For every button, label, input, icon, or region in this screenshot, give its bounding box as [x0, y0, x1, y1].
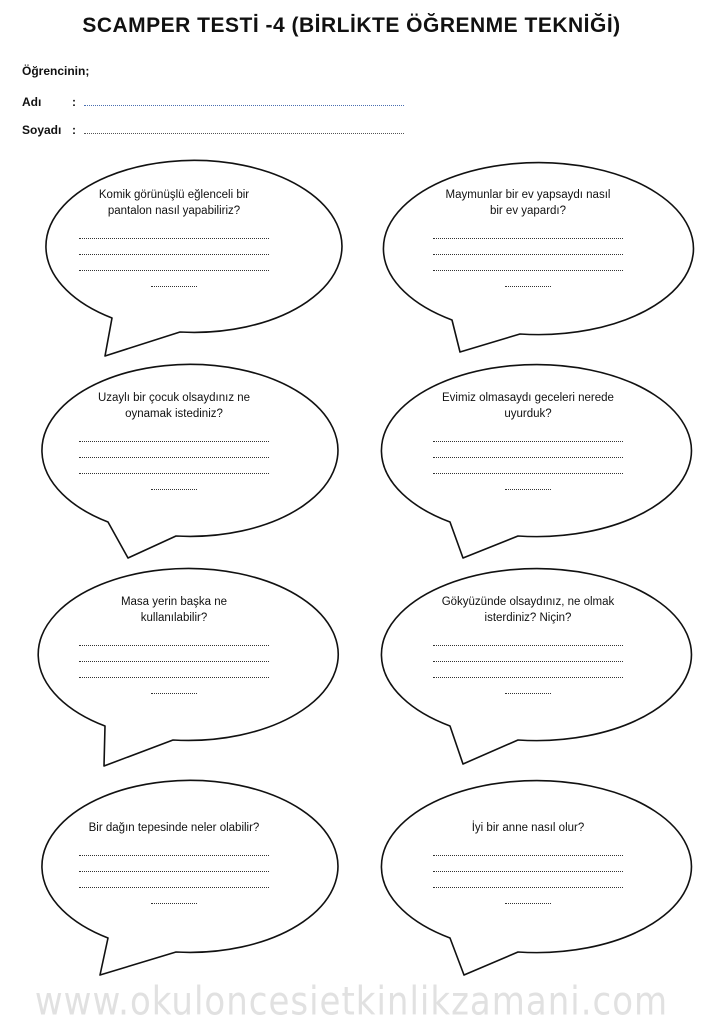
bubble-6-question-line2: isterdiniz? Niçin? — [484, 612, 572, 624]
answer-line[interactable] — [433, 856, 623, 872]
answer-line[interactable] — [433, 223, 623, 239]
bubble-5-question-line1: Masa yerin başka ne — [120, 596, 228, 608]
bubble-7-content — [74, 820, 274, 904]
page-title: SCAMPER TESTİ -4 (BİRLİKTE ÖĞRENME TEKNİĞİ) — [82, 14, 621, 37]
answer-line[interactable] — [79, 662, 269, 678]
answer-line[interactable] — [433, 630, 623, 646]
answer-line[interactable] — [433, 872, 623, 888]
bubble-2-question-line2: bir ev yapardı? — [489, 205, 567, 217]
bubble-4-content — [428, 390, 628, 490]
surname-label: Soyadı — [22, 123, 62, 137]
answer-line[interactable] — [79, 239, 269, 255]
bubble-4-question-line1: Evimiz olmasaydı geceleri nerede — [442, 392, 614, 404]
answer-line[interactable] — [79, 255, 269, 271]
answer-line-short[interactable] — [505, 678, 551, 694]
answer-line-short[interactable] — [151, 888, 197, 904]
answer-line[interactable] — [79, 840, 269, 856]
answer-line[interactable] — [433, 662, 623, 678]
answer-line[interactable] — [79, 872, 269, 888]
bubble-8-content — [428, 820, 628, 904]
answer-line-short[interactable] — [505, 888, 551, 904]
answer-line[interactable] — [433, 239, 623, 255]
answer-line-short[interactable] — [151, 474, 197, 490]
answer-line-short[interactable] — [505, 271, 551, 287]
answer-line[interactable] — [433, 442, 623, 458]
answer-line[interactable] — [79, 426, 269, 442]
name-colon: : — [72, 95, 76, 109]
bubble-5-question-line2: kullanılabilir? — [140, 612, 208, 624]
answer-line[interactable] — [79, 856, 269, 872]
bubble-1-question-line2: pantalon nasıl yapabiliriz? — [107, 205, 241, 217]
bubble-1-question-line1: Komik görünüşlü eğlenceli bir — [98, 189, 250, 201]
bubble-3-question-line2: oynamak istediniz? — [125, 408, 223, 420]
bubble-3-content — [74, 390, 274, 490]
name-label: Adı — [22, 95, 42, 109]
answer-line[interactable] — [433, 458, 623, 474]
bubble-6-question-line1: Gökyüzünde olsaydınız, ne olmak — [441, 596, 615, 608]
bubble-7-question-line1: Bir dağın tepesinde neler olabilir? — [88, 822, 260, 834]
bubble-2-content — [428, 187, 628, 287]
answer-line[interactable] — [79, 223, 269, 239]
surname-colon: : — [72, 123, 76, 137]
answer-line[interactable] — [433, 840, 623, 856]
bubble-3-question-line1: Uzaylı bir çocuk olsaydınız ne — [97, 392, 251, 404]
answer-line-short[interactable] — [151, 271, 197, 287]
answer-line[interactable] — [79, 630, 269, 646]
answer-line-short[interactable] — [151, 678, 197, 694]
bubble-8-question-line1: İyi bir anne nasıl olur? — [471, 822, 585, 834]
answer-line[interactable] — [79, 442, 269, 458]
bubble-2-question-line1: Maymunlar bir ev yapsaydı nasıl — [445, 189, 611, 201]
answer-line[interactable] — [433, 646, 623, 662]
student-heading: Öğrencinin; — [22, 64, 90, 78]
bubble-5-content — [74, 594, 274, 694]
answer-line[interactable] — [433, 255, 623, 271]
watermark: www.okuloncesietkinlikzamani.com — [34, 979, 669, 1025]
bubble-6-content — [428, 594, 628, 694]
answer-line[interactable] — [433, 426, 623, 442]
answer-line[interactable] — [79, 646, 269, 662]
bubble-4-question-line2: uyurduk? — [504, 408, 552, 420]
answer-line[interactable] — [79, 458, 269, 474]
answer-line-short[interactable] — [505, 474, 551, 490]
bubble-1-content — [74, 187, 274, 287]
